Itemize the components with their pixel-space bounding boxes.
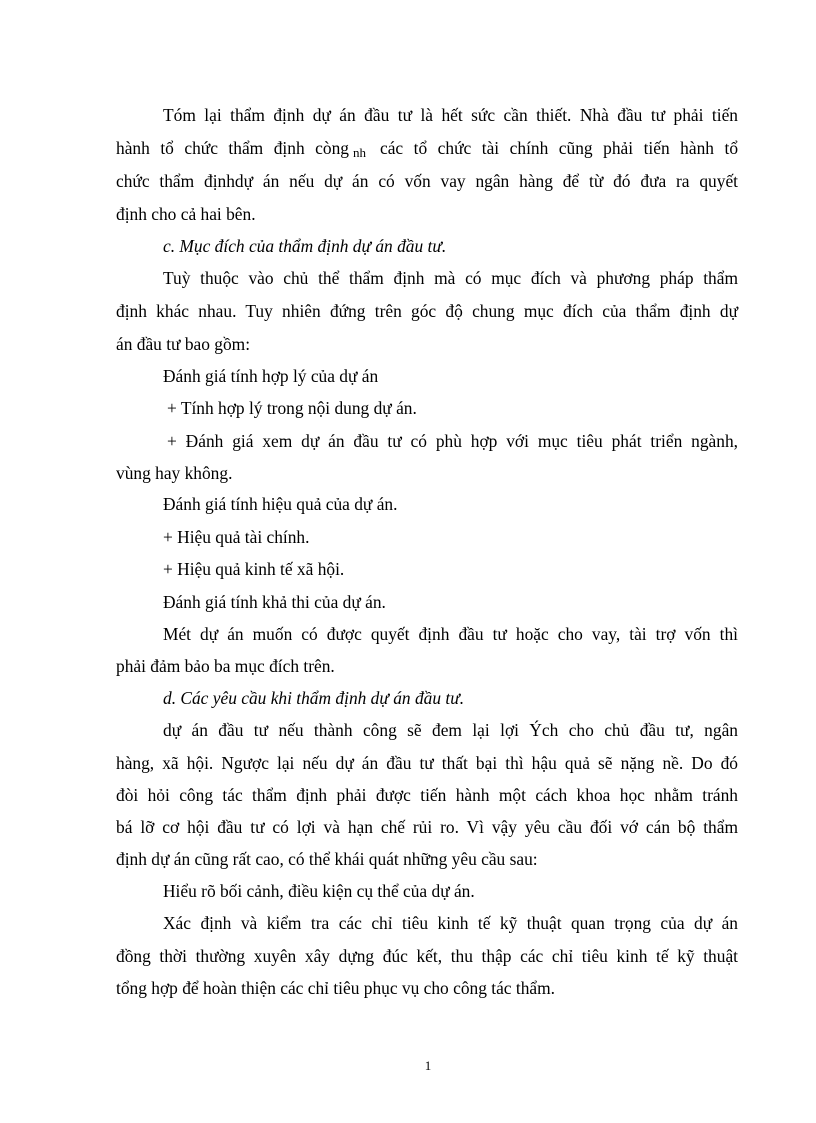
- paragraph-1-line-2-part-b: các tổ chức tài chính cũng phải tiến hành tổ: [379, 138, 739, 158]
- paragraph-4-line-4: bá lỡ cơ hội đầu tư có lợi và hạn chế rủi ro. Vì vậy yêu cầu đối vớ cán bộ thẩm: [116, 817, 738, 837]
- page-number: 1: [424, 1058, 432, 1073]
- paragraph-5-line-2: đồng thời thường xuyên xây dựng đúc kết, thu thập các chỉ tiêu kinh tế kỹ thuật: [116, 946, 738, 966]
- list-subitem-fit-line-1: + Đánh giá xem dự án đầu tư có phù hợp với mục tiêu phát triển ngành,: [167, 431, 738, 451]
- paragraph-2-line-1: Tuỳ thuộc vào chủ thể thẩm định mà có mục đích và phương pháp thẩm: [163, 268, 738, 288]
- list-item-efficiency: Đánh giá tính hiệu quả của dự án.: [163, 494, 398, 514]
- paragraph-1-line-2-part-a: hành tổ chức thẩm định còng: [116, 138, 349, 158]
- paragraph-2-line-3: án đầu tư bao gồm:: [116, 334, 251, 354]
- list-subitem-socioeconomic: + Hiệu quả kinh tế xã hội.: [163, 559, 345, 579]
- paragraph-3-line-2: phải đảm bảo ba mục đích trên.: [116, 656, 335, 676]
- paragraph-2-line-2: định khác nhau. Tuy nhiên đứng trên góc độ chung mục đích của thẩm định dự: [116, 301, 738, 321]
- requirement-context: Hiểu rõ bối cảnh, điều kiện cụ thể của dự án.: [163, 881, 475, 901]
- paragraph-4-line-2: hàng, xã hội. Ngược lại nếu dự án đầu tư thất bại thì hậu quả sẽ nặng nề. Do đó: [116, 753, 738, 773]
- paragraph-4-line-1: dự án đầu tư nếu thành công sẽ đem lại lợi Ých cho chủ đầu tư, ngân: [163, 720, 738, 740]
- paragraph-1-line-3: chức thẩm địnhdự án nếu dự án có vốn vay ngân hàng để từ đó đưa ra quyết: [116, 171, 738, 191]
- section-heading-c: c. Mục đích của thẩm định dự án đầu tư.: [163, 236, 447, 256]
- list-subitem-financial: + Hiệu quả tài chính.: [163, 527, 310, 547]
- paragraph-4-line-3: đòi hỏi công tác thẩm định phải được tiến hành một cách khoa học nhằm tránh: [116, 785, 738, 805]
- list-item-feasibility: Đánh giá tính khả thi của dự án.: [163, 592, 386, 612]
- paragraph-3-line-1: Mét dự án muốn có được quyết định đầu tư hoặc cho vay, tài trợ vốn thì: [163, 624, 738, 644]
- paragraph-1-line-4: định cho cả hai bên.: [116, 204, 256, 224]
- section-heading-d: d. Các yêu cầu khi thẩm định dự án đầu tư.: [163, 688, 465, 708]
- paragraph-4-line-5: định dự án cũng rất cao, có thể khái quát những yêu cầu sau:: [116, 849, 538, 869]
- paragraph-1-line-2: [116, 138, 738, 160]
- list-subitem-fit-line-2: vùng hay không.: [116, 463, 233, 483]
- list-subitem-content: + Tính hợp lý trong nội dung dự án.: [167, 398, 417, 418]
- paragraph-5-line-3: tổng hợp để hoàn thiện các chỉ tiêu phục vụ cho công tác thẩm.: [116, 978, 555, 998]
- paragraph-1-line-2-subscript: nh: [352, 145, 366, 160]
- paragraph-5-line-1: Xác định và kiểm tra các chỉ tiêu kinh tế kỹ thuật quan trọng của dự án: [163, 913, 738, 933]
- paragraph-1-line-1: Tóm lại thẩm định dự án đầu tư là hết sức cần thiết. Nhà đầu tư phải tiến: [163, 105, 738, 125]
- list-item-reasonableness: Đánh giá tính hợp lý của dự án: [163, 366, 379, 386]
